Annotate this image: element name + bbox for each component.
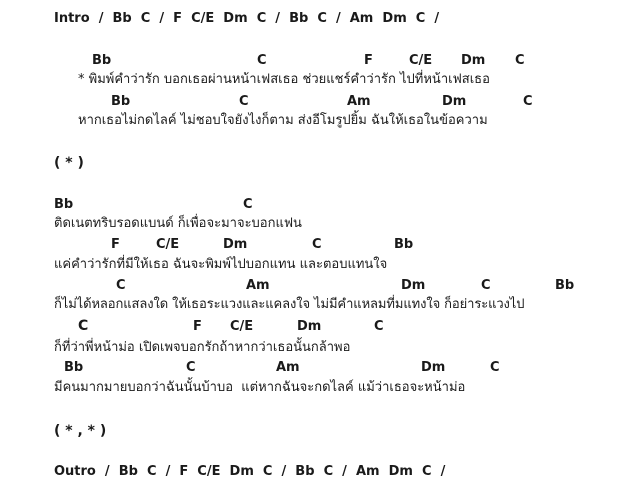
chord: Dm: [401, 278, 426, 293]
chord: Bb: [64, 360, 84, 375]
chord: C: [523, 94, 533, 109]
chord: C: [257, 53, 267, 68]
chord: C: [515, 53, 525, 68]
chord: C: [374, 319, 384, 334]
chord: C: [481, 278, 491, 293]
chord: Dm: [223, 237, 248, 252]
chord: C: [186, 360, 196, 375]
lyric-line: ก็ไม่ได้หลอกแสลงใด ให้เธอระแวงและแคลงใจ ไม่มีคำแหลมที่มแทงใจ ก็อย่าระแวงไป: [54, 297, 525, 312]
chord: C: [239, 94, 249, 109]
lyric-line: มีคนมากมายบอกว่าฉันนั้นบ้าบอ แต่หากฉันจะกดไลค์ แม้ว่าเธอจะหน้าม่อ: [54, 380, 466, 395]
chord: C: [78, 318, 89, 334]
chord: Am: [276, 360, 300, 375]
lyric-line: ติดเนตทริบรอดแบนด์ ก็เพื่อจะมาจะบอกแฟน: [54, 216, 302, 231]
chord: Bb: [54, 197, 74, 212]
chord: Bb: [555, 278, 575, 293]
chord: Dm: [461, 53, 486, 68]
chord: F: [111, 237, 120, 252]
chord: Dm: [442, 94, 467, 109]
lyric-line: แค่คำว่ารักที่มีให้เธอ ฉันจะพิมพ์ไปบอกแทน และตอบแทนใจ: [54, 257, 388, 272]
chord: Bb: [92, 53, 112, 68]
chord: Bb: [394, 237, 414, 252]
chord: C/E: [230, 319, 254, 334]
chord: Bb: [111, 94, 131, 109]
chord: C/E: [409, 53, 433, 68]
chord: Am: [246, 278, 270, 293]
chord: C/E: [156, 237, 180, 252]
chord: F: [364, 53, 373, 68]
repeat-marker: ( * , * ): [54, 423, 107, 439]
intro-line: Intro / Bb C / F C/E Dm C / Bb C / Am Dm C /: [54, 11, 440, 26]
chord: Dm: [297, 319, 322, 334]
chord: Dm: [421, 360, 446, 375]
chord: Am: [347, 94, 371, 109]
chord: C: [312, 237, 322, 252]
chord: C: [116, 278, 126, 293]
outro-line: Outro / Bb C / F C/E Dm C / Bb C / Am Dm C /: [54, 464, 446, 479]
chord: C: [490, 360, 500, 375]
chord: C: [243, 197, 253, 212]
lyric-line: หากเธอไม่กดไลค์ ไม่ชอบใจยังไงก็ตาม ส่งอีโมรูปยิ้ม ฉันให้เธอในข้อความ: [78, 113, 488, 128]
repeat-marker: ( * ): [54, 155, 84, 171]
chord: F: [193, 319, 202, 334]
lyric-line: ก็ที่ว่าพี่หน้าม่อ เปิดเพจบอกรักถ้าหากว่าเธอนั้นกล้าพอ: [54, 340, 351, 355]
lyric-line: * พิมพ์คำว่ารัก บอกเธอผ่านหน้าเฟสเธอ ช่วยแชร์คำว่ารัก ไปที่หน้าเฟสเธอ: [78, 72, 490, 87]
